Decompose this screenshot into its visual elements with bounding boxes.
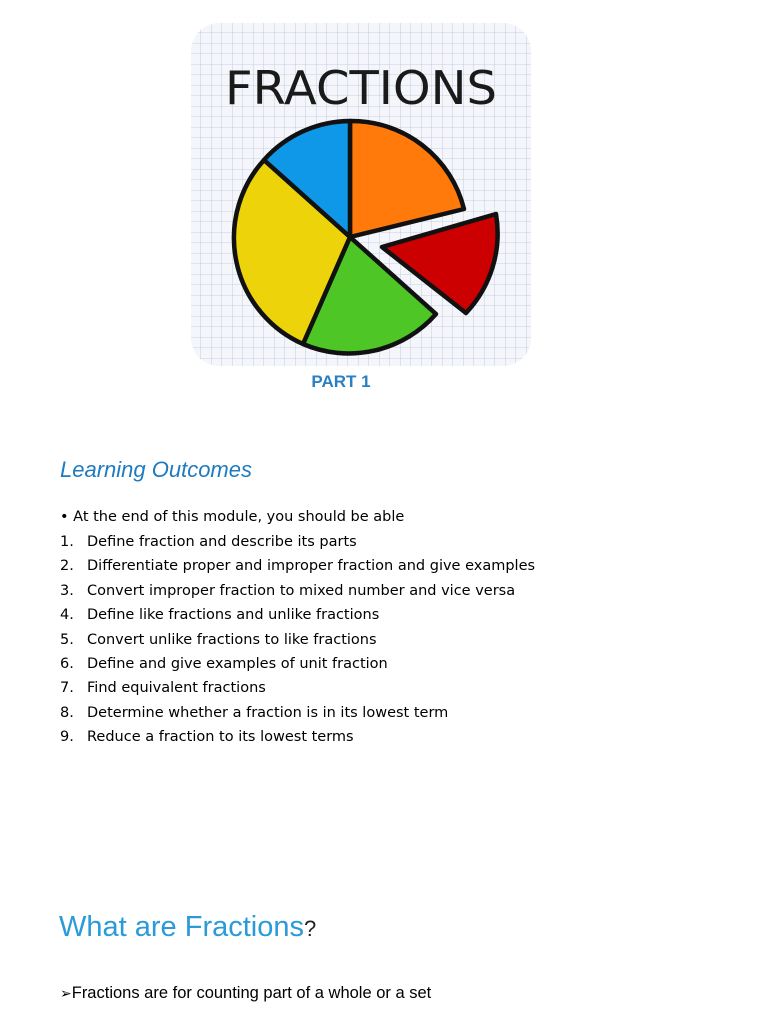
outcome-item xyxy=(60,579,535,603)
outcome-text: Define like fractions and unlike fractions xyxy=(87,607,380,624)
outcome-number: 5. xyxy=(60,631,74,648)
outcome-number: 6. xyxy=(60,655,74,672)
outcome-text: Differentiate proper and improper fraction and give examples xyxy=(87,558,536,575)
outcome-number: 2. xyxy=(60,558,74,575)
heading-part-what-are: What are xyxy=(59,911,177,943)
outcome-item xyxy=(60,652,535,676)
outcome-number: 9. xyxy=(60,729,74,746)
bullet-text: Fractions are for counting part of a whole or a set xyxy=(71,984,432,1002)
outcome-text: Convert unlike fractions to like fractions xyxy=(87,631,377,648)
learning-outcomes-heading: Learning Outcomes xyxy=(60,457,252,482)
outcomes-list xyxy=(60,530,535,750)
hero-title: FRACTIONS xyxy=(225,61,497,115)
outcome-item xyxy=(60,603,535,627)
heading-question-mark: ? xyxy=(304,916,317,941)
outcome-item xyxy=(60,530,535,554)
outcomes-intro: • At the end of this module, you should be able xyxy=(60,509,405,525)
outcome-text: Define and give examples of unit fraction xyxy=(87,655,388,672)
heading-part-fractions: Fractions xyxy=(184,911,304,943)
outcome-text: Reduce a fraction to its lowest terms xyxy=(87,729,354,746)
outcome-item xyxy=(60,676,535,700)
outcome-item xyxy=(60,628,535,652)
pie-chart-icon xyxy=(190,22,532,367)
outcome-number: 3. xyxy=(60,582,74,599)
outcome-text: Define fraction and describe its parts xyxy=(87,534,357,550)
outcome-text: Determine whether a fraction is in its lowest term xyxy=(87,704,449,721)
outcome-item xyxy=(60,725,535,749)
fractions-definition-bullet xyxy=(60,984,431,1003)
outcome-text: Find equivalent fractions xyxy=(87,680,266,697)
outcome-number: 8. xyxy=(60,704,74,721)
what-are-fractions-heading xyxy=(59,911,316,944)
outcome-number: 4. xyxy=(60,607,74,624)
outcome-number: 1. xyxy=(60,534,74,550)
outcome-item xyxy=(60,701,535,725)
arrow-bullet-icon: ➢ xyxy=(60,985,72,1001)
outcome-item xyxy=(60,554,535,578)
outcome-text: Convert improper fraction to mixed number and vice versa xyxy=(87,582,516,599)
outcome-number: 7. xyxy=(60,680,74,697)
fractions-illustration xyxy=(190,22,532,367)
part-label: PART 1 xyxy=(311,372,371,391)
